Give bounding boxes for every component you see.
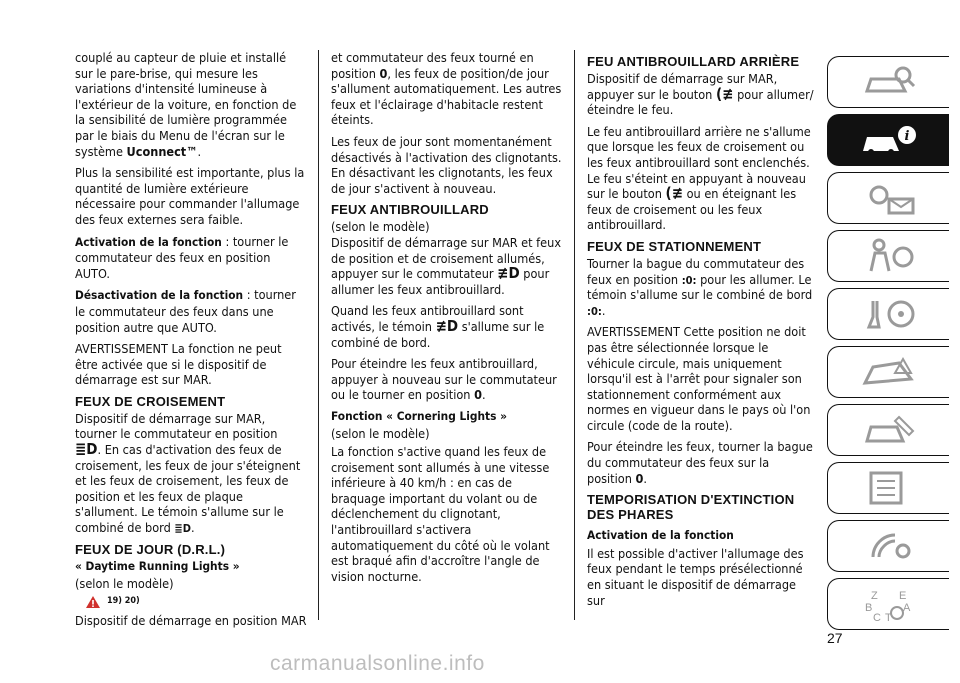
fog-light-icon: ≢D bbox=[497, 264, 520, 283]
model-note: (selon le modèle) bbox=[75, 576, 174, 592]
car-crash-icon bbox=[859, 353, 919, 391]
paragraph: Les feux de jour sont momentanément désactivés à l'activation des clignotants. En désactivant les clignotants, les feux de jour s'activent à nouveau. bbox=[331, 133, 562, 196]
chapter-tab-warning-lights[interactable] bbox=[827, 172, 949, 224]
car-info-icon bbox=[859, 121, 919, 159]
seatbelt-airbag-icon bbox=[859, 237, 919, 275]
svg-text:T: T bbox=[884, 612, 892, 623]
warning-paragraph: AVERTISSEMENT La fonction ne peut être activée que si le dispositif de démarrage est sur MAR. bbox=[75, 341, 282, 388]
paragraph: Dispositif de démarrage en position MAR bbox=[75, 613, 307, 629]
rear-fog-light-icon: (≢ bbox=[715, 84, 734, 103]
svg-text:C: C bbox=[872, 612, 881, 623]
column-3 bbox=[587, 50, 817, 614]
low-beam-telltale-icon: ≣D bbox=[174, 522, 191, 536]
parking-light-telltale-icon: :0: bbox=[587, 304, 602, 318]
paragraph: Désactivation de la fonction : tourner le commutateur des feux dans une position autre que AUTO. bbox=[75, 287, 296, 335]
warning-lights-icon bbox=[859, 179, 919, 217]
paragraph: Le feu antibrouillard arrière ne s'allume que lorsque les feux de croisement ou les feux antibrouillard sont enclenchés. Le feu s'éteint en appuyant à nouveau sur le bouton (≢ ou en éteignant les feux de croisement ou les feux antibrouillard. bbox=[587, 123, 811, 233]
heading-feux-jour: FEUX DE JOUR (D.R.L.) bbox=[75, 541, 226, 557]
paragraph: couplé au capteur de pluie et installé sur le pare-brise, qui mesure les variations d'intensité lumineuse à l'extérieur de la voiture, en fonction de la sensibilité de lumière programmée par le biais du Menu de l'écran sur le système Uconnect™. bbox=[75, 50, 297, 159]
paragraph: Pour éteindre les feux, tourner la bague du commutateur des feux sur la position 0. bbox=[587, 439, 813, 486]
low-beam-icon: ≣D bbox=[75, 440, 98, 459]
column-2 bbox=[331, 50, 563, 590]
heading-temporisation: TEMPORISATION D'EXTINCTION DES PHARES bbox=[587, 492, 795, 523]
maintenance-icon bbox=[859, 411, 919, 449]
paragraph: Tourner la bague du commutateur des feux en position :0: pour les allumer. Le témoin s'allume sur le combiné de bord :0:. bbox=[587, 255, 813, 318]
paragraph: Il est possible d'activer l'allumage des feux pendant le temps présélectionné en situant le dispositif de démarrage sur bbox=[587, 545, 804, 608]
warning-triangle-icon bbox=[85, 595, 101, 609]
paragraph: Dispositif de démarrage sur MAR, tourner le commutateur en position ≣D. En cas d'activation des feux de croisement, les feux de jour s'éteignent et les feux de croisement, les feux de position et les feux de plaque s'allument. Le témoin s'allume sur le combiné de bord ≣D. bbox=[75, 410, 301, 536]
chapter-tab-emergency[interactable] bbox=[827, 346, 949, 398]
fog-light-telltale-icon: ≢D bbox=[435, 316, 459, 335]
paragraph: Activation de la fonction : tourner le commutateur des feux en position AUTO. bbox=[75, 233, 289, 281]
subheading-cornering: Fonction « Cornering Lights » bbox=[331, 408, 507, 423]
svg-text:B: B bbox=[864, 602, 872, 614]
page-number: 27 bbox=[827, 630, 843, 646]
parking-light-icon: :0: bbox=[681, 273, 697, 287]
technical-data-icon bbox=[859, 469, 919, 507]
paragraph: Plus la sensibilité est importante, plus la quantité de lumière extérieure nécessaire pour commander l'allumage des feux externes sera faible. bbox=[75, 165, 305, 227]
svg-text:Z: Z bbox=[870, 590, 878, 602]
chapter-tab-car-search[interactable] bbox=[827, 56, 949, 108]
chapter-tab-technical-data[interactable] bbox=[827, 462, 949, 514]
uconnect-label: Uconnect™ bbox=[126, 143, 198, 159]
heading-feux-croisement: FEUX DE CROISEMENT bbox=[75, 393, 226, 409]
column-1 bbox=[75, 50, 307, 635]
chapter-tab-safety[interactable] bbox=[827, 230, 949, 282]
index-icon bbox=[859, 585, 919, 623]
paragraph: Dispositif de démarrage sur MAR, appuyer sur le bouton (≢ pour allumer/éteindre le feu. bbox=[587, 71, 814, 118]
column-divider bbox=[318, 50, 319, 620]
chapter-tab-car-info[interactable] bbox=[827, 114, 949, 166]
heading-feux-stationnement: FEUX DE STATIONNEMENT bbox=[587, 238, 762, 254]
warning-reference: 19) 20) bbox=[85, 594, 307, 610]
multimedia-icon bbox=[859, 527, 919, 565]
svg-text:A: A bbox=[902, 602, 910, 614]
svg-text:i: i bbox=[904, 129, 909, 144]
rear-fog-light-icon: (≢ bbox=[665, 184, 684, 203]
model-note: (selon le modèle) bbox=[331, 426, 430, 442]
paragraph: Dispositif de démarrage sur MAR et feux de position et de croisement allumés, appuyer sur le commutateur ≢D pour allumer les feux antibrouillard. bbox=[331, 234, 562, 297]
svg-text:E: E bbox=[898, 590, 906, 602]
steering-wheel-icon bbox=[859, 295, 919, 333]
car-search-icon bbox=[859, 63, 919, 101]
paragraph: et commutateur des feux tourné en position 0, les feux de position/de jour s'allument automatiquement. Les autres feux et l'éclairage d'habitacle restent éteints. bbox=[331, 50, 562, 128]
warning-paragraph: AVERTISSEMENT Cette position ne doit pas être sélectionnée lorsque le véhicule circule, mais uniquement lorsqu'il est à l'arrêt pour signaler son stationnement conformément aux normes en vigueur dans le pays où l'on circule (code de la route). bbox=[587, 324, 811, 433]
paragraph: Pour éteindre les feux antibrouillard, appuyer à nouveau sur le commutateur ou le tourner en position 0. bbox=[331, 356, 557, 403]
heading-feu-arriere: FEU ANTIBROUILLARD ARRIÈRE bbox=[587, 54, 800, 69]
subheading-daytime: « Daytime Running Lights » bbox=[75, 558, 240, 573]
chapter-tab-maintenance[interactable] bbox=[827, 404, 949, 456]
chapter-tab-starting-driving[interactable] bbox=[827, 288, 949, 340]
subheading-activation: Activation de la fonction bbox=[587, 528, 734, 543]
heading-feux-antibrouillard: FEUX ANTIBROUILLARD bbox=[331, 202, 489, 218]
paragraph: La fonction s'active quand les feux de croisement sont allumés à une vitesse inférieure à 40 km/h : en cas de braquage important du volant ou de déclenchement du clignotant, l'antibrouillard s'activera automatiquement du côté où le volant est braqué afin d'accroître l'angle de vision nocturne. bbox=[331, 444, 550, 584]
model-note: (selon le modèle) bbox=[331, 219, 430, 235]
chapter-tab-index[interactable] bbox=[827, 578, 949, 630]
column-divider bbox=[574, 50, 575, 620]
chapter-tab-multimedia[interactable] bbox=[827, 520, 949, 572]
watermark: carmanualsonline.info bbox=[270, 652, 485, 675]
paragraph: Quand les feux antibrouillard sont activés, le témoin ≢D s'allume sur le combiné de bord. bbox=[331, 303, 545, 350]
